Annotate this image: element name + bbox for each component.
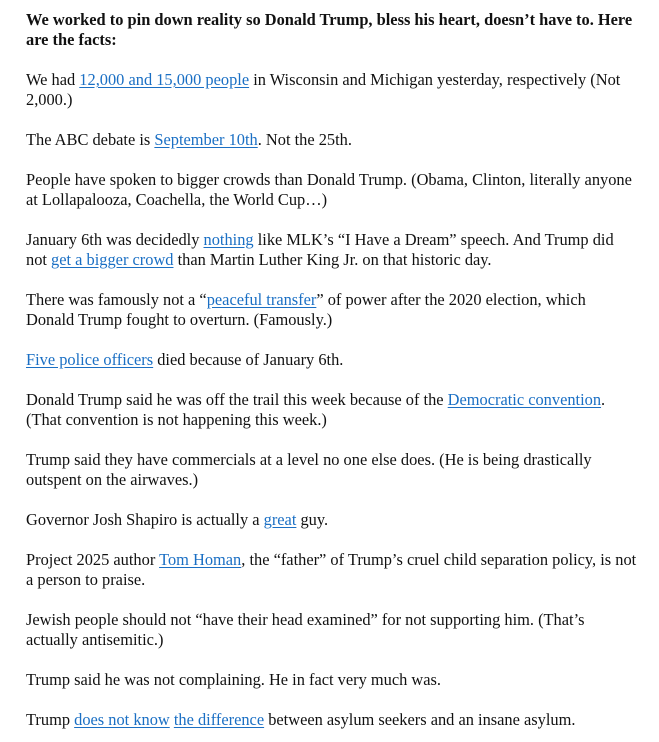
fact-text: Governor Josh Shapiro is actually a [26,510,264,529]
bigger-crowd-link[interactable]: get a bigger crowd [51,250,174,269]
fact-crowd-sizes [26,70,637,110]
fact-peaceful-transfer [26,290,637,330]
peaceful-transfer-link[interactable]: peaceful transfer [206,290,317,309]
fact-bigger-crowds: People have spoken to bigger crowds than Donald Trump. (Obama, Clinton, literally anyone at Lollapalooza, Coachella, the World Cup…) [26,170,632,209]
fact-text: in Wisconsin and Michigan yesterday, respectively (Not 2,000.) [26,70,621,109]
fact-text: between asylum seekers and an insane asylum. [264,710,576,729]
great-link[interactable]: great [263,510,297,529]
police-officers-link[interactable]: Five police officers [26,350,154,369]
fact-text: The ABC debate is [26,130,155,149]
fact-asylum [26,710,637,730]
crowd-size-link[interactable]: 12,000 and 15,000 people [79,70,250,89]
fact-text: January 6th was decidedly [26,230,204,249]
fact-shapiro [26,510,637,530]
fact-text: Trump [26,710,75,729]
nothing-link[interactable]: nothing [203,230,254,249]
fact-january-6th [26,230,637,270]
fact-debate-date [26,130,637,150]
fact-text: than Martin Luther King Jr. on that historic day. [173,250,492,269]
fact-text: Project 2025 author [26,550,160,569]
fact-text: died because of January 6th. [153,350,344,369]
fact-complaining: Trump said he was not complaining. He in fact very much was. [26,670,441,689]
fact-convention [26,390,637,430]
debate-date-link[interactable]: September 10th [154,130,258,149]
fact-text: , the “father” of Trump’s cruel child separation policy, is not a person to praise. [26,550,637,589]
fact-text: like MLK’s “I Have a Dream” speech. And Trump did not [26,230,614,269]
headline: We worked to pin down reality so Donald Trump, bless his heart, doesn’t have to. Here are the facts: [26,10,633,49]
fact-police-officers [26,350,637,370]
fact-text: We had [26,70,80,89]
fact-text: . Not the 25th. [257,130,352,149]
fact-text: ” of power after the 2020 election, which Donald Trump fought to overturn. (Famously.) [26,290,586,329]
fact-text: There was famously not a “ [26,290,207,309]
does-not-know-link[interactable]: does not know [74,710,170,729]
fact-commercials: Trump said they have commercials at a level no one else does. (He is being drastically outspent on the airwaves.) [26,450,592,489]
fact-antisemitic: Jewish people should not “have their head examined” for not supporting him. (That’s actually antisemitic.) [26,610,585,649]
fact-text: Donald Trump said he was off the trail this week because of the [26,390,448,409]
fact-text: . (That convention is not happening this week.) [26,390,606,429]
fact-text: guy. [296,510,329,529]
the-difference-link[interactable]: the difference [173,710,265,729]
democratic-convention-link[interactable]: Democratic convention [447,390,602,409]
tom-homan-link[interactable]: Tom Homan [159,550,242,569]
fact-homan [26,550,637,590]
